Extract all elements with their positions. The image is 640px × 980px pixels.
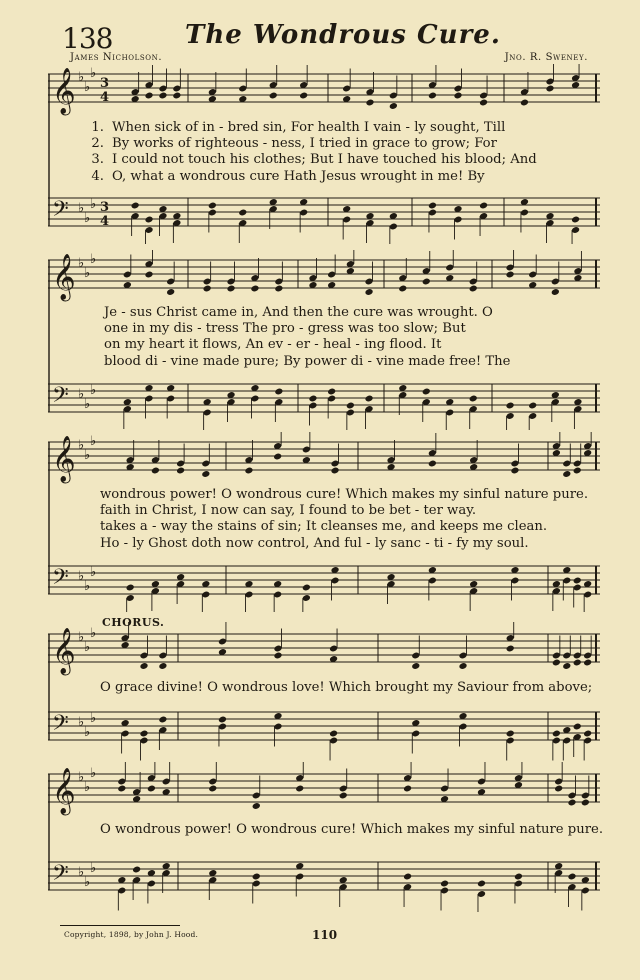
svg-text:♭: ♭	[78, 569, 85, 584]
svg-text:𝄞: 𝄞	[52, 628, 76, 674]
hymn-author: James Nicholson.	[70, 52, 163, 63]
svg-text:♭: ♭	[78, 438, 85, 453]
svg-text:♭: ♭	[84, 725, 91, 740]
svg-text:♭: ♭	[84, 80, 91, 95]
svg-text:♭: ♭	[90, 766, 97, 781]
svg-text:♭: ♭	[78, 256, 85, 271]
lyric-line: O wondrous power! O wondrous cure! Which makes my sinful nature pure.	[100, 822, 604, 837]
svg-text:♭: ♭	[90, 565, 97, 580]
svg-text:4: 4	[100, 90, 110, 105]
copyright-notice: Copyright, 1898, by John J. Hood.	[64, 930, 199, 939]
svg-text:4: 4	[100, 214, 110, 229]
svg-text:𝄢: 𝄢	[52, 565, 69, 595]
svg-text:♭: ♭	[90, 197, 97, 212]
svg-text:♭: ♭	[84, 780, 91, 795]
svg-text:𝄢: 𝄢	[52, 383, 69, 413]
svg-text:♭: ♭	[90, 434, 97, 449]
page-number: 110	[312, 928, 338, 942]
svg-text:3: 3	[100, 76, 110, 91]
svg-text:♭: ♭	[84, 875, 91, 890]
lyric-line: takes a - way the stains of sin; It cleanses me, and keeps me clean.	[100, 519, 548, 535]
lyric-line: Je - sus Christ came in, And then the cure was wrought. O	[104, 305, 493, 320]
svg-text:♭: ♭	[90, 626, 97, 641]
lyric-line: O grace divine! O wondrous love! Which brought my Saviour from above;	[100, 680, 593, 695]
svg-text:♭: ♭	[84, 266, 91, 281]
lyric-line: 1. When sick of in - bred sin, For health I vain - ly sought, Till	[91, 120, 506, 135]
svg-text:♭: ♭	[90, 66, 97, 81]
svg-text:3: 3	[100, 200, 110, 215]
lyric-line: on my heart it flows, An ev - er - heal - ing flood. It	[104, 337, 442, 353]
svg-text:𝄞: 𝄞	[52, 68, 76, 114]
svg-text:♭: ♭	[78, 387, 85, 402]
svg-text:𝄞: 𝄞	[52, 768, 76, 814]
svg-text:𝄞: 𝄞	[52, 254, 76, 300]
svg-text:♭: ♭	[84, 448, 91, 463]
hymn-number: 138	[62, 22, 113, 55]
svg-text:♭: ♭	[78, 865, 85, 880]
svg-text:𝄢: 𝄢	[52, 197, 69, 227]
svg-text:♭: ♭	[84, 211, 91, 226]
svg-text:𝄢: 𝄢	[52, 861, 69, 891]
svg-text:♭: ♭	[84, 640, 91, 655]
lyric-line: one in my dis - tress The pro - gress was too slow; But	[104, 321, 466, 337]
footer-rule	[60, 925, 180, 926]
svg-text:♭: ♭	[90, 383, 97, 398]
svg-text:♭: ♭	[84, 579, 91, 594]
lyric-line: 2. By works of righteous - ness, I tried in grace to grow; For	[91, 136, 497, 152]
lyrics-system-2	[104, 305, 628, 370]
svg-text:♭: ♭	[90, 861, 97, 876]
svg-text:♭: ♭	[78, 70, 85, 85]
lyric-line: blood di - vine made pure; By power di - vine made free! The	[104, 353, 511, 369]
hymn-title: The Wondrous Cure.	[185, 20, 501, 50]
svg-text:♭: ♭	[90, 252, 97, 267]
lyric-line: 4. O, what a wondrous cure Hath Jesus wrought in me! By	[91, 168, 485, 184]
svg-text:♭: ♭	[78, 715, 85, 730]
svg-text:♭: ♭	[90, 711, 97, 726]
lyric-line: faith in Christ, I now can say, I found to be bet - ter way.	[100, 503, 477, 519]
svg-text:𝄞: 𝄞	[52, 436, 76, 482]
lyrics-system-5	[100, 822, 624, 838]
lyric-line: wondrous power! O wondrous cure! Which makes my sinful nature pure.	[100, 487, 589, 502]
hymn-composer: Jno. R. Sweney.	[504, 52, 588, 63]
svg-text:♭: ♭	[78, 201, 85, 216]
svg-text:𝄢: 𝄢	[52, 711, 69, 741]
lyrics-system-1	[86, 120, 610, 185]
svg-text:♭: ♭	[84, 397, 91, 412]
lyric-line: 3. I could not touch his clothes; But I have touched his blood; And	[91, 152, 537, 168]
lyrics-system-3	[100, 487, 624, 552]
chorus-label: CHORUS.	[102, 616, 165, 629]
lyrics-system-4	[100, 680, 624, 696]
svg-text:♭: ♭	[78, 630, 85, 645]
lyric-line: Ho - ly Ghost doth now control, And ful - ly sanc - ti - fy my soul.	[100, 535, 529, 551]
svg-text:♭: ♭	[78, 770, 85, 785]
